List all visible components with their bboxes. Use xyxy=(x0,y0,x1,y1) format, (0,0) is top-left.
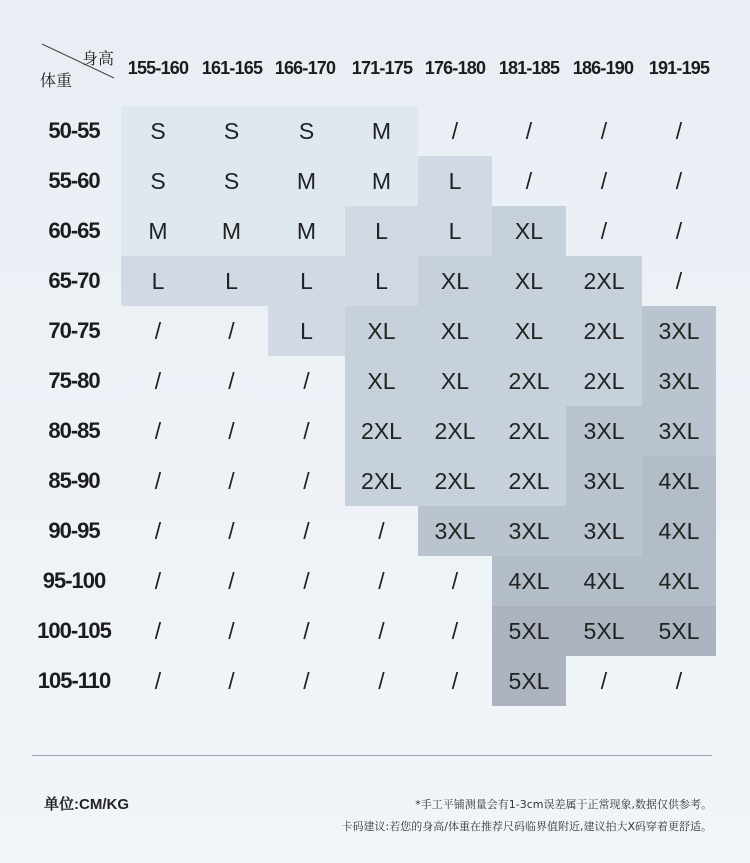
size-cell: / xyxy=(303,668,310,694)
size-cell: / xyxy=(154,318,162,344)
size-cell: / xyxy=(228,368,235,394)
size-advice-note: 卡码建议:若您的身高/体重在推荐尺码临界值附近,建议拍大X码穿着更舒适。 xyxy=(341,820,712,833)
size-cell: L xyxy=(195,256,268,306)
size-cell: / xyxy=(303,468,310,494)
size-cell: / xyxy=(378,668,385,694)
size-cell: / xyxy=(451,618,459,644)
size-cell: 4XL xyxy=(642,506,716,556)
size-cell: / xyxy=(154,418,162,444)
size-cell: 2XL xyxy=(492,456,566,506)
size-cell: 3XL xyxy=(566,406,642,456)
unit-label: 单位:CM/KG xyxy=(44,796,129,813)
size-cell: XL xyxy=(345,356,418,406)
size-cell: / xyxy=(600,118,608,144)
size-cell: / xyxy=(303,418,310,444)
size-cell: M xyxy=(268,156,345,206)
size-cell: 5XL xyxy=(566,606,642,656)
size-cell: L xyxy=(418,156,492,206)
size-cell: 2XL xyxy=(566,356,642,406)
size-cell: / xyxy=(451,568,459,594)
size-cell: / xyxy=(154,568,162,594)
size-cell: XL xyxy=(418,306,492,356)
size-cell: / xyxy=(154,468,162,494)
size-cell: / xyxy=(228,418,235,444)
size-cell: / xyxy=(303,568,310,594)
height-column-header: 186-190 xyxy=(572,58,634,78)
size-cell: L xyxy=(345,206,418,256)
size-cell: XL xyxy=(492,306,566,356)
size-cell: / xyxy=(303,618,310,644)
size-cell: / xyxy=(525,118,533,144)
size-cell: XL xyxy=(345,306,418,356)
weight-row-header: 90-95 xyxy=(48,518,100,543)
height-axis-label: 身高 xyxy=(81,49,114,68)
weight-row-header: 65-70 xyxy=(48,268,100,293)
size-cell: L xyxy=(345,256,418,306)
height-column-header: 181-185 xyxy=(498,58,560,78)
size-cell: S xyxy=(195,106,268,156)
size-cell: S xyxy=(195,156,268,206)
footer-divider xyxy=(32,755,712,756)
size-cell: M xyxy=(195,206,268,256)
size-cell: 2XL xyxy=(345,456,418,506)
size-cell: M xyxy=(121,206,195,256)
size-cell: 4XL xyxy=(492,556,566,606)
weight-row-header: 105-110 xyxy=(37,668,111,693)
size-cell: 3XL xyxy=(418,506,492,556)
height-column-header: 176-180 xyxy=(424,58,486,78)
size-cell: / xyxy=(600,218,608,244)
size-cell: 2XL xyxy=(418,406,492,456)
size-cell: 5XL xyxy=(642,606,716,656)
size-cell: 2XL xyxy=(566,256,642,306)
size-cell: / xyxy=(600,168,608,194)
size-cell: S xyxy=(121,106,195,156)
size-cell: 3XL xyxy=(642,406,716,456)
size-cell: L xyxy=(418,206,492,256)
size-cell: / xyxy=(378,568,385,594)
size-cell: / xyxy=(451,118,459,144)
size-cell: 3XL xyxy=(566,506,642,556)
size-cell: / xyxy=(228,518,235,544)
weight-row-header: 95-100 xyxy=(42,568,106,593)
measurement-note: *手工平铺测量会有1-3cm误差属于正常现象,数据仅供参考。 xyxy=(415,798,712,811)
size-cell: 4XL xyxy=(642,556,716,606)
size-cell: / xyxy=(154,368,162,394)
height-column-header: 166-170 xyxy=(274,58,336,78)
size-cell: / xyxy=(378,518,385,544)
size-cell: / xyxy=(675,668,683,694)
weight-row-header: 55-60 xyxy=(48,168,100,193)
size-cell: M xyxy=(345,156,418,206)
size-cell: / xyxy=(675,218,683,244)
size-cell: 3XL xyxy=(566,456,642,506)
table-corner-header xyxy=(38,40,118,95)
size-cell: S xyxy=(268,106,345,156)
weight-axis-label: 体重 xyxy=(40,71,73,90)
size-cell: 2XL xyxy=(566,306,642,356)
height-column-header: 161-165 xyxy=(201,58,263,78)
weight-row-header: 60-65 xyxy=(48,218,100,243)
size-cell: / xyxy=(675,268,683,294)
weight-row-header: 70-75 xyxy=(48,318,100,343)
size-cell: XL xyxy=(418,356,492,406)
size-cell: L xyxy=(268,256,345,306)
size-cell: 2XL xyxy=(345,406,418,456)
size-cell: XL xyxy=(418,256,492,306)
weight-row-header: 75-80 xyxy=(48,368,100,393)
size-cell: 3XL xyxy=(642,356,716,406)
weight-row-header: 100-105 xyxy=(37,618,111,643)
size-cell: 3XL xyxy=(642,306,716,356)
size-cell: / xyxy=(675,118,683,144)
height-column-header: 171-175 xyxy=(351,58,413,78)
size-cell: XL xyxy=(492,206,566,256)
size-cell: / xyxy=(525,168,533,194)
size-cell: / xyxy=(228,568,235,594)
size-cell: 4XL xyxy=(642,456,716,506)
size-cell: / xyxy=(228,618,235,644)
size-cell: / xyxy=(228,318,235,344)
size-cell: L xyxy=(121,256,195,306)
height-column-header: 191-195 xyxy=(648,58,710,78)
weight-row-header: 80-85 xyxy=(48,418,100,443)
size-cell: 3XL xyxy=(492,506,566,556)
size-cell: L xyxy=(268,306,345,356)
weight-row-header: 50-55 xyxy=(48,118,100,143)
size-cell: / xyxy=(154,518,162,544)
size-cell: / xyxy=(154,618,162,644)
weight-row-header: 85-90 xyxy=(48,468,100,493)
size-cell: XL xyxy=(492,256,566,306)
size-cell: / xyxy=(675,168,683,194)
size-cell: 2XL xyxy=(492,406,566,456)
size-cell: M xyxy=(268,206,345,256)
size-cell: 5XL xyxy=(492,606,566,656)
size-cell: / xyxy=(600,668,608,694)
size-cell: / xyxy=(378,618,385,644)
size-cell: 4XL xyxy=(566,556,642,606)
size-cell: / xyxy=(228,468,235,494)
size-cell: / xyxy=(303,368,310,394)
size-cell: S xyxy=(121,156,195,206)
size-cell: 2XL xyxy=(492,356,566,406)
size-cell: / xyxy=(154,668,162,694)
size-cell: 5XL xyxy=(492,656,566,706)
size-cell: / xyxy=(228,668,235,694)
size-cell: M xyxy=(345,106,418,156)
size-cell: / xyxy=(451,668,459,694)
size-cell: 2XL xyxy=(418,456,492,506)
height-column-header: 155-160 xyxy=(127,58,189,78)
size-cell: / xyxy=(303,518,310,544)
